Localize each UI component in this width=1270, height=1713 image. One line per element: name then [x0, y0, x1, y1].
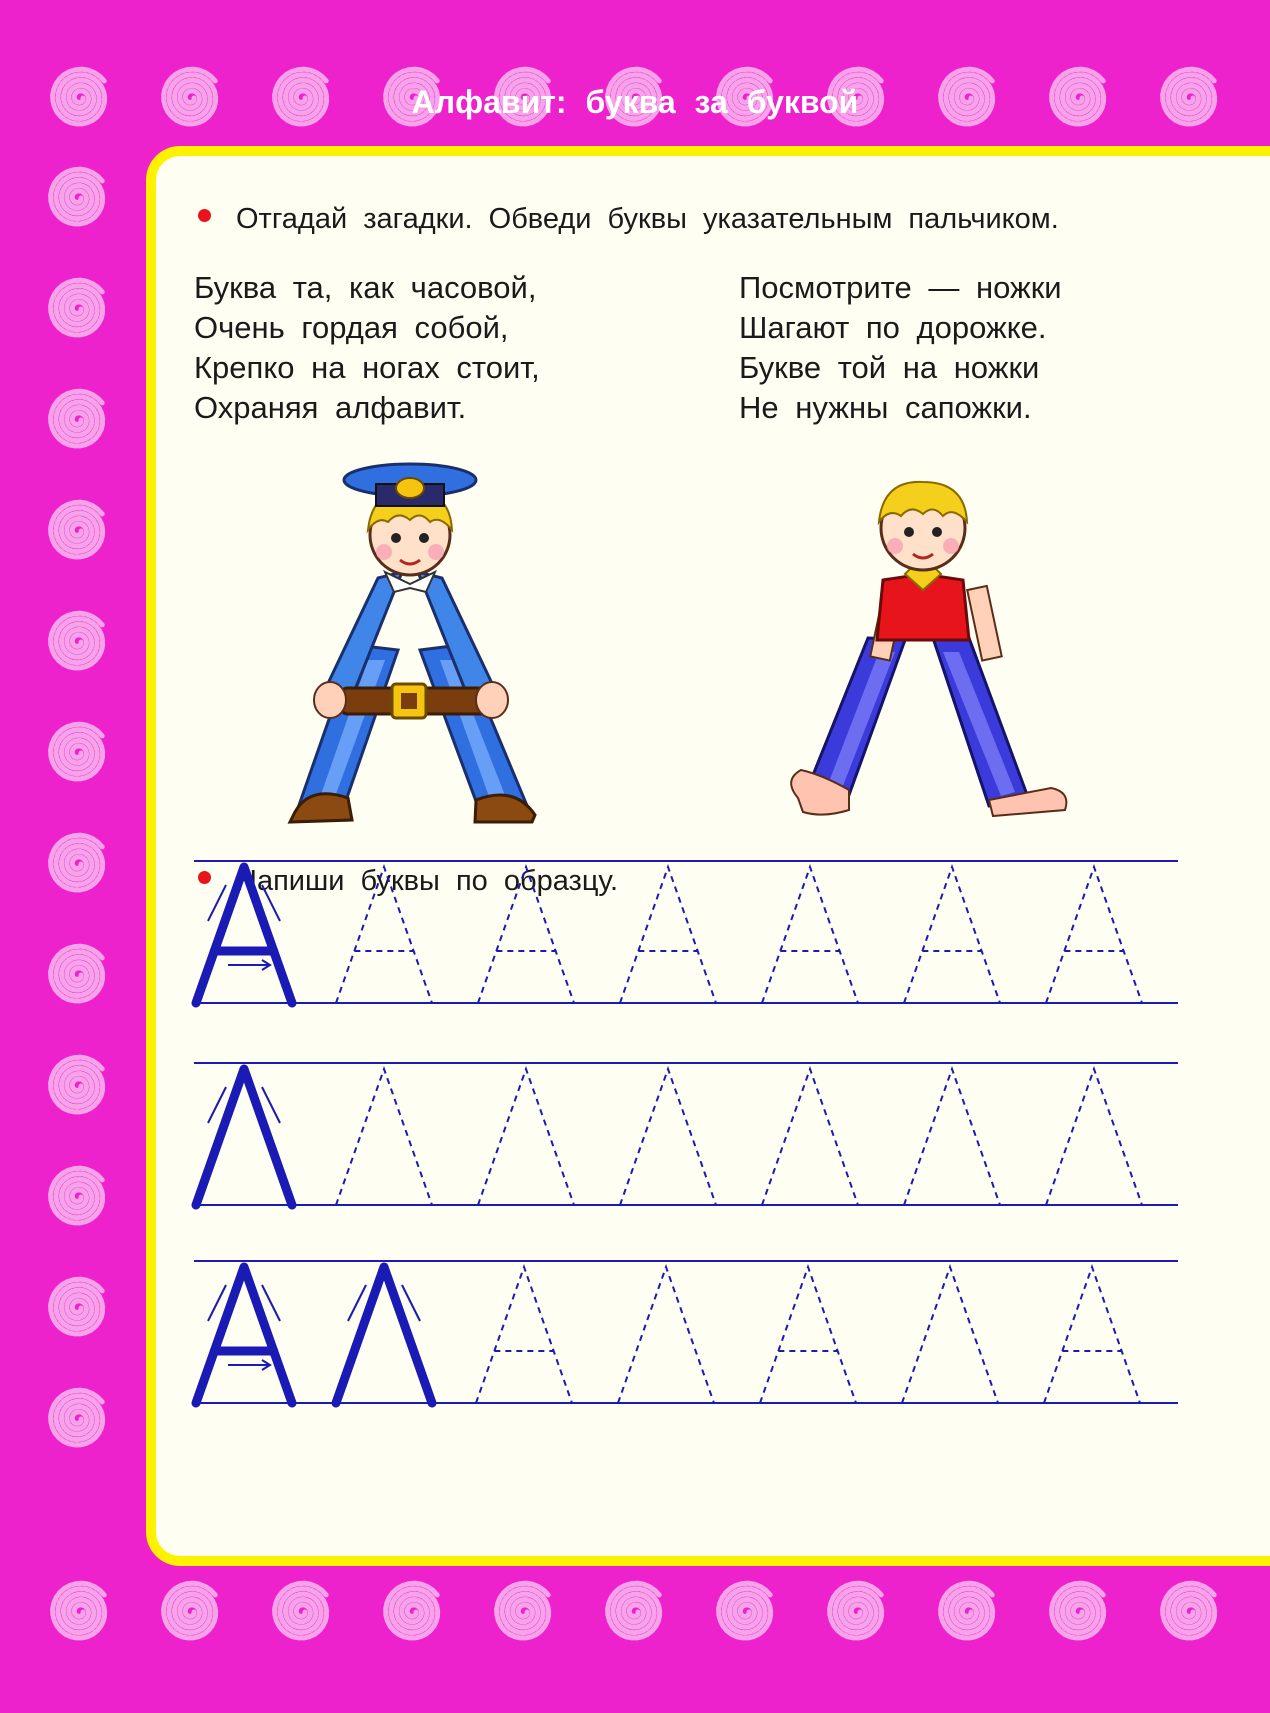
riddle-instruction-text: Отгадай загадки. Обведи буквы указательным пальчиком. [236, 203, 1059, 235]
riddle-line: Посмотрите — ножки [739, 270, 1062, 305]
practice-instruction-text: Напиши буквы по образцу. [236, 865, 619, 897]
stroke-direction-arrow-icon [228, 1360, 270, 1370]
traced-letter [478, 867, 574, 1003]
practice-row [194, 1063, 1178, 1205]
traced-letter [618, 1267, 714, 1403]
riddle-line: Букве той на ножки [739, 350, 1040, 385]
traced-letter [336, 867, 432, 1003]
riddle-line: Шагают по дорожке. [739, 310, 1047, 345]
practice-row [194, 861, 1178, 1003]
traced-letter [1046, 1069, 1142, 1205]
traced-letter [620, 1069, 716, 1205]
page-title: Алфавит: буква за буквой [411, 84, 859, 120]
riddle-line: Охраняя алфавит. [194, 390, 467, 425]
stroke-direction-arrow-icon [228, 960, 270, 970]
traced-letter [478, 1069, 574, 1205]
sample-letter [196, 1069, 292, 1205]
practice-row [194, 1261, 1178, 1403]
traced-letter [902, 1267, 998, 1403]
traced-letter [762, 867, 858, 1003]
riddle-line: Не нужны сапожки. [739, 390, 1032, 425]
riddle-line: Очень гордая собой, [194, 310, 509, 345]
riddle-line: Буква та, как часовой, [194, 270, 537, 305]
traced-letter [620, 867, 716, 1003]
sample-letter [336, 1267, 432, 1403]
traced-letter [904, 1069, 1000, 1205]
traced-letter [762, 1069, 858, 1205]
sample-letter [196, 1267, 292, 1403]
traced-letter [336, 1069, 432, 1205]
sample-letter [196, 867, 292, 1003]
traced-letter [476, 1267, 572, 1403]
traced-letter [904, 867, 1000, 1003]
riddle-line: Крепко на ногах стоит, [194, 350, 540, 385]
traced-letter [1044, 1267, 1140, 1403]
traced-letter [760, 1267, 856, 1403]
traced-letter [1046, 867, 1142, 1003]
